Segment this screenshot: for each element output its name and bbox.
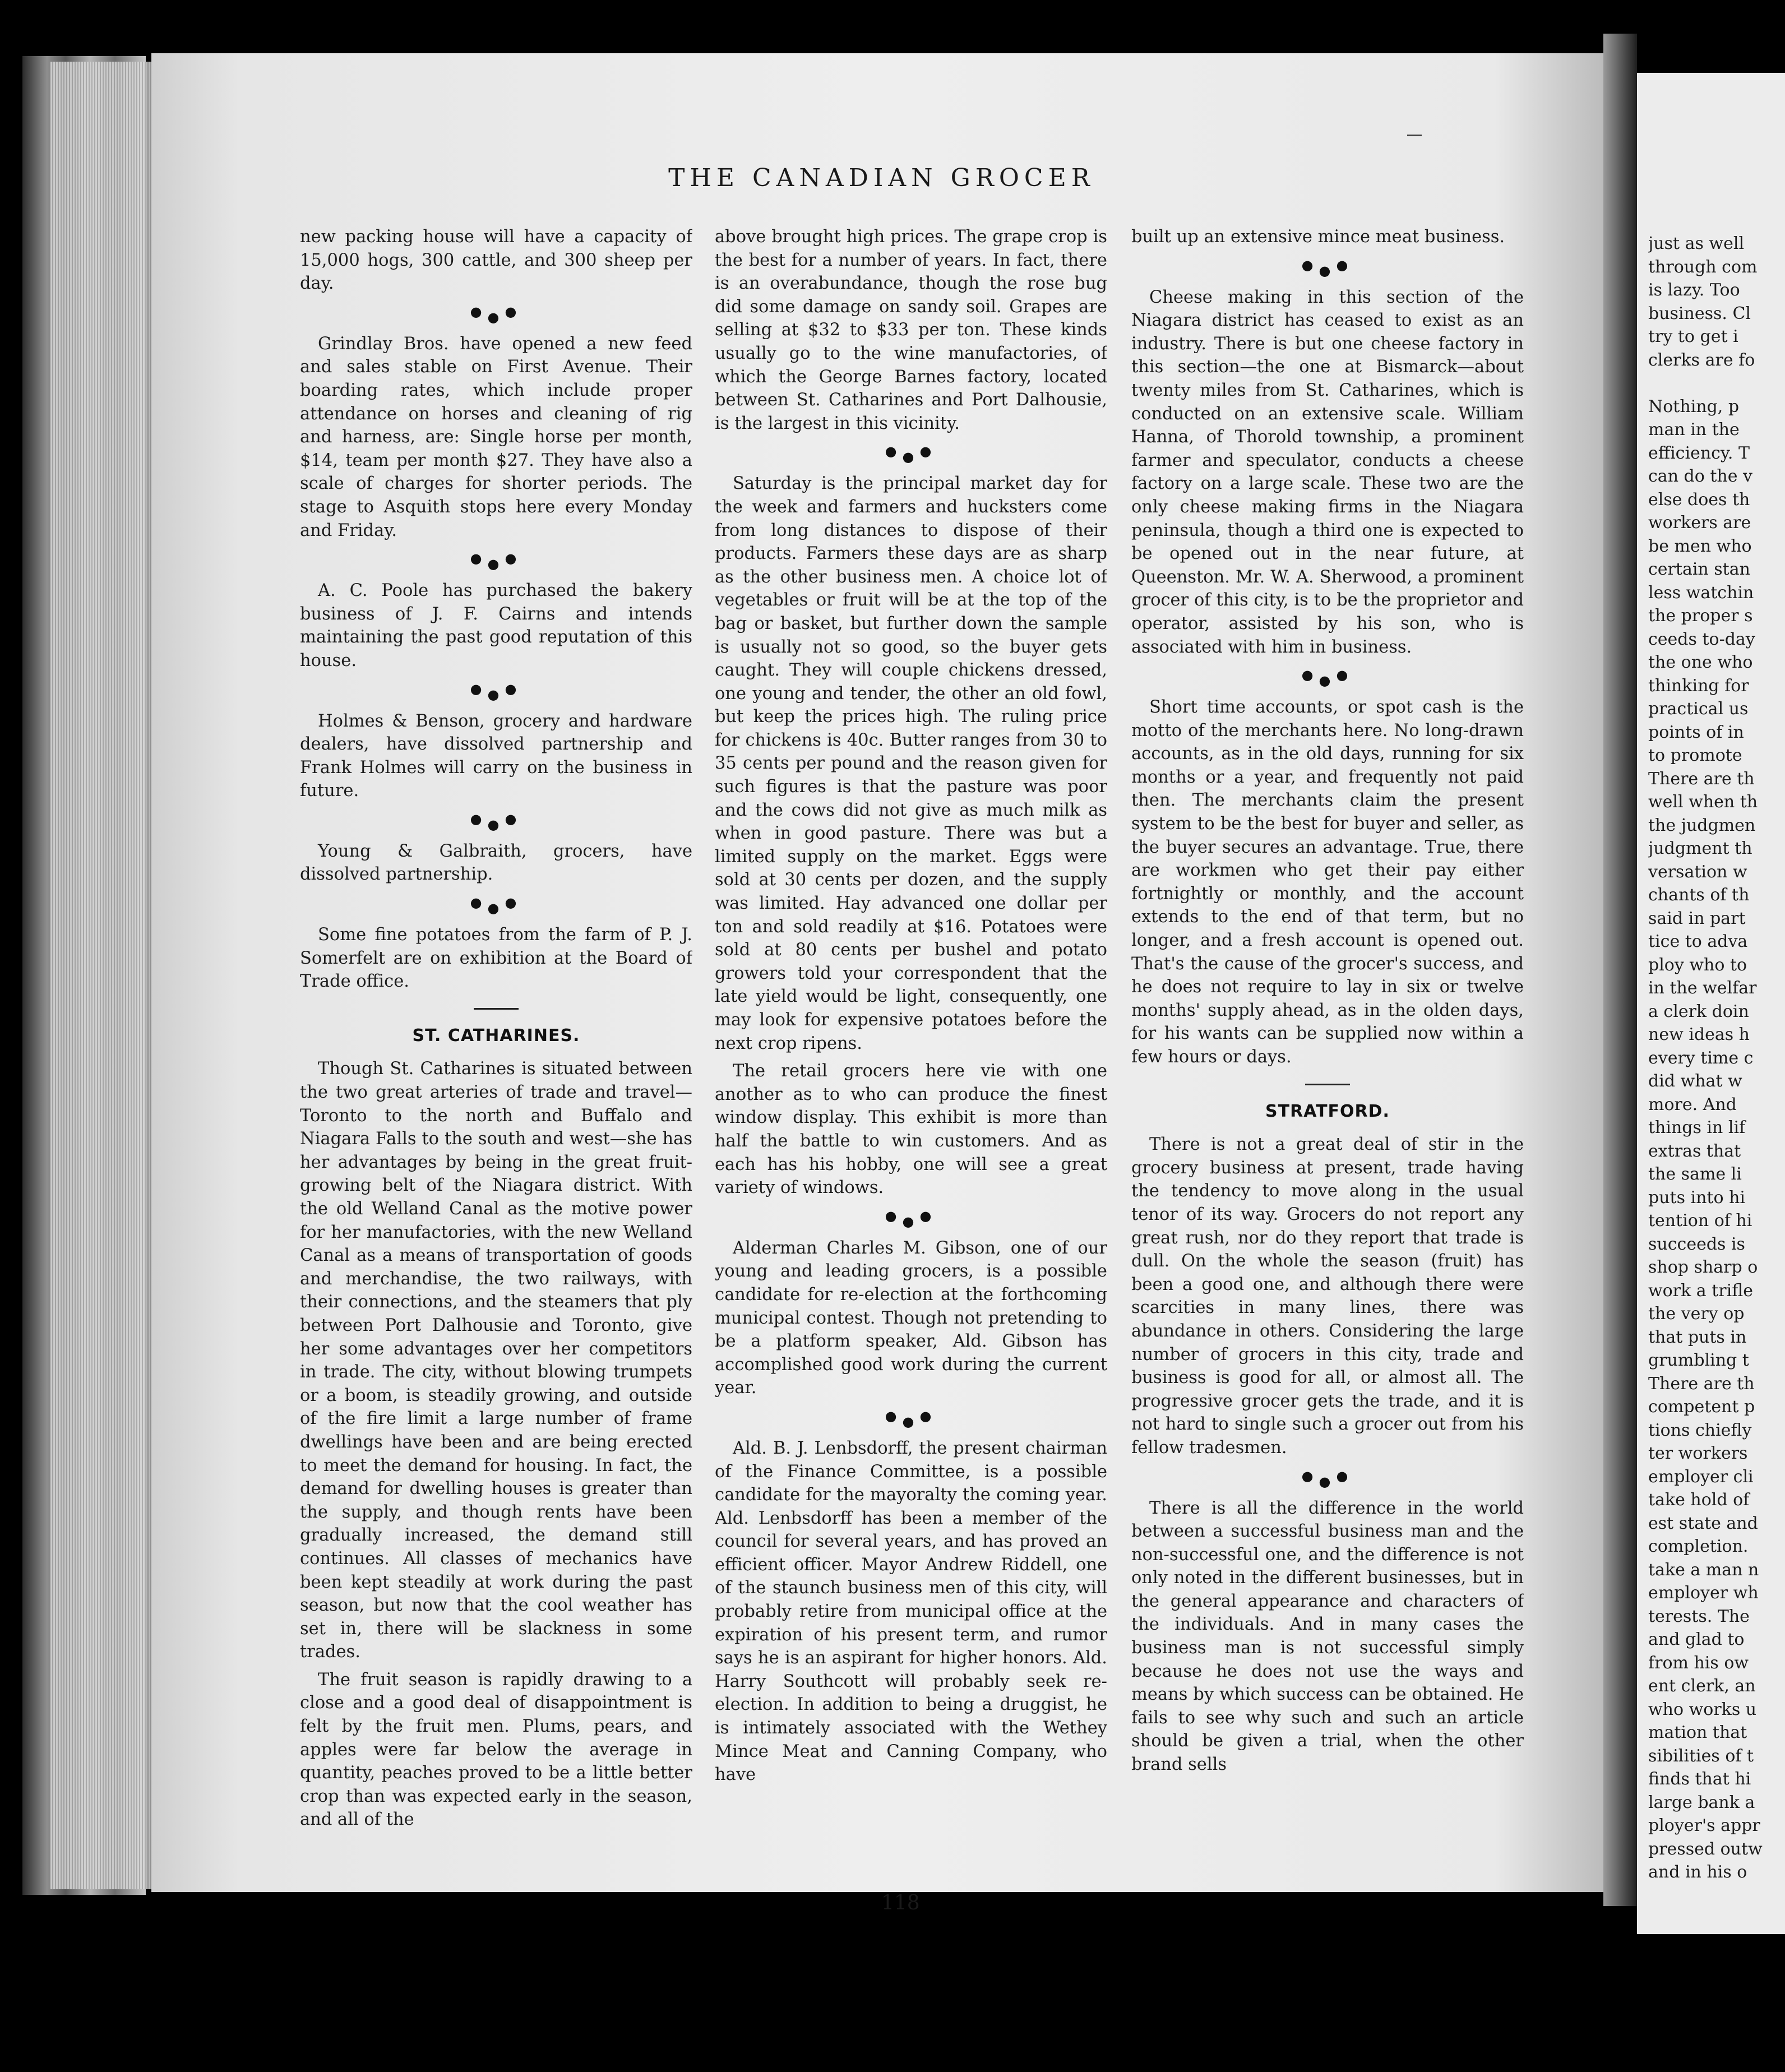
right-page-line: workers are <box>1648 513 1751 533</box>
section-heading: STRATFORD. <box>1265 1101 1390 1121</box>
right-page-line: certain stan <box>1648 559 1750 579</box>
section-heading: ST. CATHARINES. <box>412 1025 580 1046</box>
right-page-line: versation w <box>1648 862 1747 882</box>
right-page-line: more. And <box>1648 1094 1737 1114</box>
right-page-line: try to get i <box>1648 327 1738 346</box>
article-paragraph: There is not a great deal of stir in the grocery business at present, trade having the tendency to move along in the usual tenor of its way. Grocers do not report any great rush, nor do they report that trade is dull. On the whole the season (fruit) has been a good one, and although there were scarcities in many lines, there was abundance in others. Considering the large number of grocers in this city, trade and business is good for all, or almost all. The progressive grocer gets the trade, and it is not hard to single such a grocer out from his fellow tradesmen. <box>1131 1135 1524 1458</box>
right-page-line: did what w <box>1648 1071 1742 1091</box>
article-paragraph: There is all the difference in the world between a successful business man and the non-successful one, and the difference is not only noted in the different businesses, but in the general appearance and characters of the individuals. And in many cases the business man is not successful simply because he does not use the ways and means by which success can be obtained. He fails to see why such and such an article should be given a trial, when the other brand sells <box>1131 1498 1524 1775</box>
article-paragraph: Though St. Catharines is situated between the two great arteries of trade and travel—Toronto to the north and Buffalo and Niagara Falls to the south and west—she has her advantages by being in the great fruit-growing belt of the Niagara district. With the old Welland Canal as the motive power for her manufactories, with the new Welland Canal as a means of transportation of goods and merchandise, the two railways, with their connections, and the steamers that ply between Port Dalhousie and Toronto, give her some advantages over her competitors in trade. The city, without blowing trumpets or a boom, is steadily growing, and outside of the fire limit a large number of frame dwellings have been and are being erected to meet the demand for housing. In fact, the demand for dwelling houses is greater than the supply, and though rents have been gradually increased, the demand still continues. All classes of mechanics have been kept steadily at work during the past season, but now that the cool weather has set in, there will be slackness in some trades. <box>300 1059 692 1662</box>
right-page-line: from his ow <box>1648 1653 1749 1673</box>
right-page-line: competent p <box>1648 1397 1755 1417</box>
right-page-line: less watchin <box>1648 582 1754 603</box>
right-page-line: succeeds is <box>1648 1234 1745 1254</box>
asterism-divider: ●●● <box>470 681 522 702</box>
asterism-divider: ●●● <box>885 1208 937 1229</box>
right-page-line: shop sharp o <box>1648 1257 1758 1277</box>
right-page-line: pressed outw <box>1648 1839 1763 1859</box>
column-3 <box>1131 225 1524 1896</box>
section-rule <box>1305 1084 1350 1085</box>
section-rule <box>474 1008 519 1010</box>
asterism-divider: ●●● <box>1301 257 1354 279</box>
article-paragraph: Alderman Charles M. Gibson, one of our young and leading grocers, is a possible candidate for re-election at the forthcoming municipal contest. Though not pretending to be a platform speaker, Ald. Gibson has accomplished good work during the current year. <box>715 1238 1107 1398</box>
right-page-line: the very op <box>1648 1304 1745 1324</box>
right-page-line: clerks are fo <box>1648 350 1755 370</box>
right-page-line: that puts in <box>1648 1327 1747 1347</box>
page-edges <box>50 62 157 1889</box>
article-paragraph: above brought high prices. The grape crop is the best for a number of years. In fact, there is an overabundance, though the rose bug did some damage on sandy soil. Grapes are selling at $32 to $33 per ton. These kinds usually go to the wine manufactories, of which the George Barnes factory, located between St. Catharines and Port Dalhousie, is the largest in this vicinity. <box>715 227 1107 433</box>
asterism-divider: ●●● <box>470 551 522 572</box>
right-page-line: There are th <box>1648 1373 1755 1394</box>
right-page-line: the same li <box>1648 1164 1742 1184</box>
article-paragraph: Young & Galbraith, grocers, have dissolved partnership. <box>300 841 692 885</box>
right-page-line: There are th <box>1648 769 1755 789</box>
right-page-line: and in his o <box>1648 1862 1747 1882</box>
right-page-line: through com <box>1648 257 1758 277</box>
right-page-line: sibilities of t <box>1648 1746 1754 1766</box>
right-page-line: terests. The <box>1648 1606 1750 1626</box>
right-page-line: judgment th <box>1648 839 1752 858</box>
right-page-line: practical us <box>1648 699 1749 719</box>
article-paragraph: Ald. B. J. Lenbsdorff, the present chairman of the Finance Committee, is a possible candidate for the mayoralty the coming year. Ald. Lenbsdorff has been a member of the council for several years, and has proved an efficient officer. Mayor Andrew Riddell, one of the staunch business men of this city, will probably retire from municipal office at the expiration of his present term, and rumor says he is an aspirant for higher honors. Ald. Harry Southcott will probably seek re-election. In addition to being a druggist, he is intimately associated with the Wethey Mince Meat and Canning Company, who have <box>715 1438 1107 1785</box>
article-paragraph: Saturday is the principal market day for the week and farmers and hucksters come from long distances to dispose of their products. Farmers these days are as sharp as the other business men. A choice lot of vegetables or fruit will be at the top of the bag or basket, but further down the sample is usually not so good, so the buyer gets caught. They will couple chickens dressed, one young and tender, the other an old fowl, but keep the prices high. The ruling price for chickens is 40c. Butter ranges from 30 to 35 cents per pound and the reason given for such figures is that the pasture was poor and the cows did not give as much milk as when in good pasture. There was but a limited supply on the market. Eggs were sold at 30 cents per dozen, and the supply was limited. Hay advanced one dollar per ton and sold readily at $16. Potatoes were sold at 80 cents per bushel and potato growers told your correspondent that the late yield would be light, consequently, one may look for expensive potatoes before the next crop ripens. <box>715 474 1107 1053</box>
column-1 <box>300 225 692 1896</box>
right-page-line: ceeds to-day <box>1648 629 1755 649</box>
asterism-divider: ●●● <box>470 303 522 325</box>
right-page-line: can do the v <box>1648 466 1752 486</box>
right-page-line: efficiency. T <box>1648 443 1750 463</box>
right-page-text <box>1648 232 1783 1884</box>
right-page-line: business. Cl <box>1648 303 1751 323</box>
right-page-line: said in part <box>1648 908 1746 928</box>
right-page-line <box>1648 372 1783 395</box>
right-page-line: tention of hi <box>1648 1211 1752 1231</box>
right-page-line: finds that hi <box>1648 1769 1751 1789</box>
right-page-line: every time c <box>1648 1048 1754 1068</box>
article-paragraph: A. C. Poole has purchased the bakery business of J. F. Cairns and intends maintaining the past good reputation of this house. <box>300 581 692 670</box>
right-page-line: grumbling t <box>1648 1350 1749 1370</box>
right-page-line: be men who <box>1648 536 1752 556</box>
right-page-line: extras that <box>1648 1141 1741 1161</box>
right-page-line: employer wh <box>1648 1583 1759 1603</box>
article-paragraph: Some fine potatoes from the farm of P. J. Somerfelt are on exhibition at the Board of Trade office. <box>300 925 692 992</box>
asterism-divider: ●●● <box>1301 667 1354 689</box>
article-paragraph: Short time accounts, or spot cash is the motto of the merchants here. No long-drawn accounts, as in the old days, running for six months or a year, and frequently not paid then. The merchants claim the present system to be the best for buyer and seller, as the buyer secures an advantage. True, there are workmen who get their pay either fortnightly or monthly, and the account extends to the end of that term, but no longer, and a fresh account is opened out. That's the cause of the grocer's success, and he does not require to lay in six or twelve months' supply ahead, as in the olden days, for his wants can be supplied now within a few hours or days. <box>1131 697 1524 1067</box>
article-paragraph: new packing house will have a capacity of 15,000 hogs, 300 cattle, and 300 sheep per day. <box>300 227 692 294</box>
right-page-line: the judgmen <box>1648 815 1756 835</box>
masthead: THE CANADIAN GROCER <box>668 164 1095 192</box>
gutter-shadow <box>1603 34 1637 1906</box>
asterism-divider: ●●● <box>1301 1468 1354 1490</box>
right-page-line: est state and <box>1648 1513 1758 1533</box>
right-page-line: in the welfar <box>1648 978 1757 998</box>
right-page-line: Nothing, p <box>1648 396 1740 417</box>
right-page-line: puts into hi <box>1648 1187 1745 1208</box>
right-page-line: the one who <box>1648 653 1753 672</box>
article-paragraph: built up an extensive mince meat business. <box>1131 227 1505 247</box>
right-page-line: chants of th <box>1648 885 1750 905</box>
right-page-line: ploy who to <box>1648 955 1747 975</box>
pencil-mark <box>1407 135 1422 136</box>
right-page-line: points of in <box>1648 722 1744 742</box>
right-page-line: else does th <box>1648 489 1750 510</box>
right-page-line: work a trifle <box>1648 1280 1753 1301</box>
right-page-line: take a man n <box>1648 1560 1759 1580</box>
right-page <box>1637 73 1785 1934</box>
right-page-line: is lazy. Too <box>1648 280 1740 300</box>
right-page-line: tions chiefly <box>1648 1420 1752 1440</box>
right-page-line: to promote <box>1648 746 1742 765</box>
article-paragraph: The fruit season is rapidly drawing to a close and a good deal of disappointment is felt by the fruit men. Plums, pears, and apples were far below the average in quantity, peaches proved to be a little better crop than was expected early in the season, and all of the <box>300 1669 692 1830</box>
right-page-line: thinking for <box>1648 676 1749 696</box>
article-paragraph: The retail grocers here vie with one another as to who can produce the finest window display. This exhibit is more than half the battle to win customers. And as each has his hobby, one will see a great variety of windows. <box>715 1061 1107 1198</box>
right-page-line: ent clerk, an <box>1648 1676 1756 1696</box>
right-page-line: mation that <box>1648 1723 1747 1742</box>
right-page-line: a clerk doin <box>1648 1001 1749 1021</box>
article-paragraph: Holmes & Benson, grocery and hardware dealers, have dissolved partnership and Frank Holmes will carry on the business in future. <box>300 711 692 801</box>
right-page-line: things in lif <box>1648 1118 1746 1137</box>
right-page-line: ployer's appr <box>1648 1816 1760 1835</box>
right-page-line: tice to adva <box>1648 932 1748 951</box>
asterism-divider: ●●● <box>470 811 522 832</box>
right-page-line: employer cli <box>1648 1467 1754 1487</box>
right-page-line: just as well <box>1648 234 1745 253</box>
article-paragraph: Grindlay Bros. have opened a new feed and sales stable on First Avenue. Their boarding rates, which include proper attendance on horses and cleaning of rig and harness, are: Single horse per month, $14, team per month $27. They have also a scale of charges for shorter periods. The stage to Asquith stops here every Monday and Friday. <box>300 334 692 540</box>
right-page-line: and glad to <box>1648 1630 1745 1649</box>
right-page-line: ter workers <box>1648 1444 1748 1463</box>
right-page-line: large bank a <box>1648 1792 1755 1812</box>
asterism-divider: ●●● <box>885 443 937 465</box>
asterism-divider: ●●● <box>470 895 522 917</box>
right-page-line: man in the <box>1648 420 1740 440</box>
right-page-line: completion. <box>1648 1537 1749 1556</box>
page-number: 118 <box>881 1891 920 1914</box>
right-page-line: well when th <box>1648 792 1758 812</box>
right-page-line: new ideas h <box>1648 1025 1750 1044</box>
article-paragraph: Cheese making in this section of the Niagara district has ceased to exist as an industry. There is but one cheese factory in this section—the one at Bismarck—about twenty miles from St. Catharines, which is conducted on an extensive scale. William Hanna, of Thorold township, a prominent farmer and speculator, conducts a cheese factory on a large scale. These two are the only cheese making firms in the Niagara peninsula, though a third one is expected to be opened out in the near future, at Queenston. Mr. W. A. Sherwood, a prominent grocer of this city, is to be the proprietor and operator, assisted by his son, who is associated with him in business. <box>1131 287 1524 657</box>
right-page-line: take hold of <box>1648 1490 1750 1510</box>
right-page-line: who works u <box>1648 1699 1757 1719</box>
right-page-line: the proper s <box>1648 606 1753 626</box>
asterism-divider: ●●● <box>885 1408 937 1430</box>
column-2 <box>715 225 1107 1896</box>
